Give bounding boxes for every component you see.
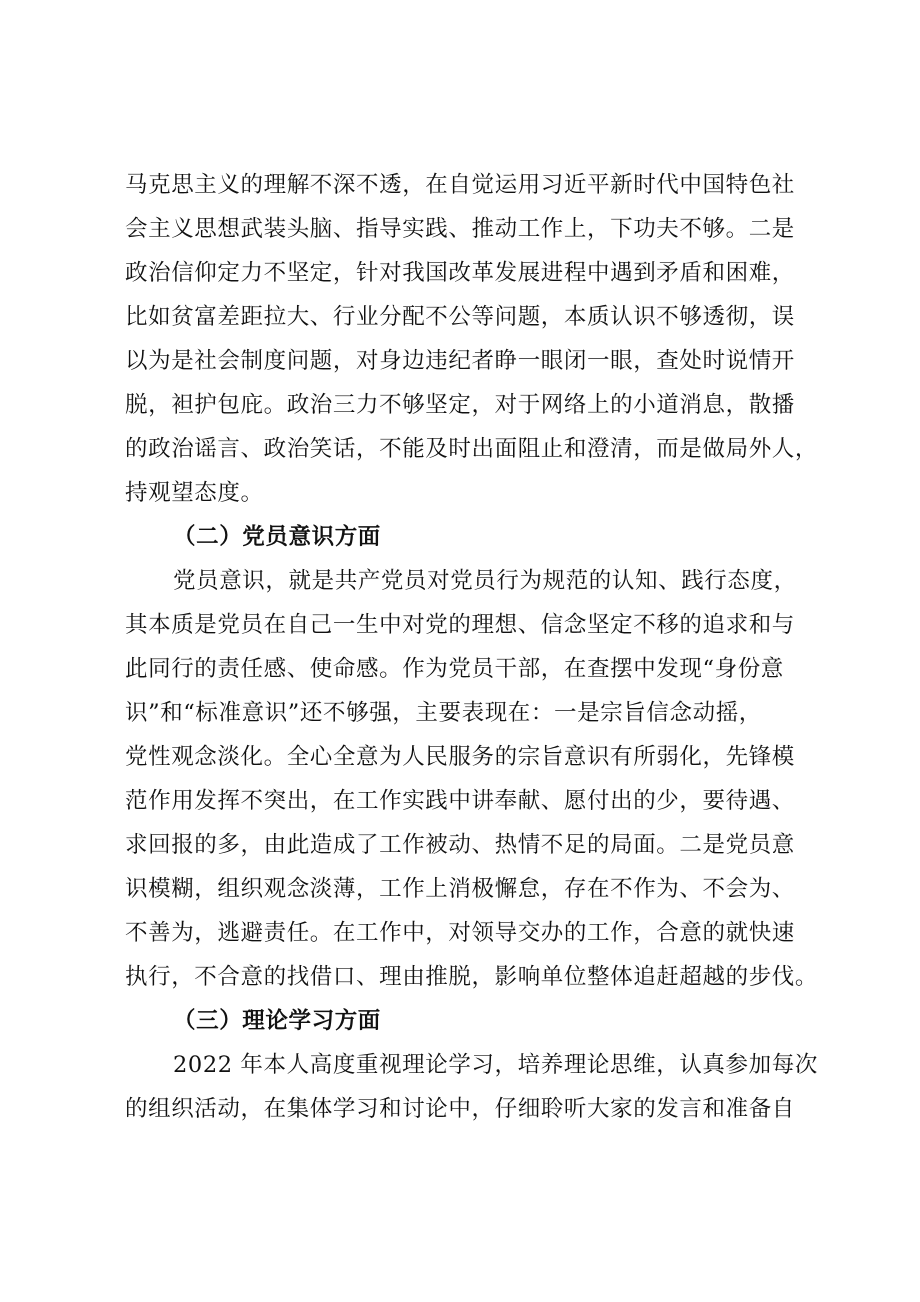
paragraph-first-line: 党员意识，就是共产党员对党员行为规范的认知、践行态度， bbox=[173, 568, 797, 594]
body-text-line: 马克思主义的理解不深不透，在自觉运用习近平新时代中国特色社 bbox=[125, 172, 795, 198]
body-text-line: 以为是社会制度问题，对身边违纪者睁一眼闭一眼，查处时说情开 bbox=[125, 348, 795, 374]
body-text-line: 政治信仰定力不坚定，针对我国改革发展进程中遇到矛盾和困难， bbox=[125, 260, 795, 286]
body-text-line: 识模糊，组织观念淡薄，工作上消极懈怠，存在不作为、不会为、 bbox=[125, 876, 795, 902]
body-text-line: 范作用发挥不突出，在工作实践中讲奉献、愿付出的少，要待遇、 bbox=[125, 788, 795, 814]
section-heading-theory-study: （三）理论学习方面 bbox=[173, 1008, 381, 1034]
body-text-line: 党性观念淡化。全心全意为人民服务的宗旨意识有所弱化，先锋模 bbox=[125, 744, 795, 770]
body-text-line: 会主义思想武装头脑、指导实践、推动工作上，下功夫不够。二是 bbox=[125, 216, 795, 242]
body-text-line: 识”和“标准意识”还不够强，主要表现在：一是宗旨信念动摇， bbox=[125, 700, 762, 726]
body-text-line: 比如贫富差距拉大、行业分配不公等问题，本质认识不够透彻，误 bbox=[125, 304, 795, 330]
body-text-line: 执行，不合意的找借口、理由推脱，影响单位整体追赶超越的步伐。 bbox=[125, 964, 819, 990]
body-text-line: 不善为，逃避责任。在工作中，对领导交办的工作，合意的就快速 bbox=[125, 920, 795, 946]
body-text-line: 求回报的多，由此造成了工作被动、热情不足的局面。二是党员意 bbox=[125, 832, 795, 858]
paragraph-first-line: 2022 年本人高度重视理论学习，培养理论思维，认真参加每次 bbox=[173, 1052, 818, 1078]
body-text-line: 其本质是党员在自己一生中对党的理想、信念坚定不移的追求和与 bbox=[125, 612, 795, 638]
body-text-line: 持观望态度。 bbox=[125, 480, 264, 506]
body-text-line: 的政治谣言、政治笑话，不能及时出面阻止和澄清，而是做局外人， bbox=[125, 436, 819, 462]
body-text-line: 的组织活动，在集体学习和讨论中，仔细聆听大家的发言和准备自 bbox=[125, 1096, 795, 1122]
body-text-line: 脱，袒护包庇。政治三力不够坚定，对于网络上的小道消息，散播 bbox=[125, 392, 795, 418]
section-heading-party-awareness: （二）党员意识方面 bbox=[173, 524, 381, 550]
body-text-line: 此同行的责任感、使命感。作为党员干部，在查摆中发现“身份意 bbox=[125, 656, 784, 682]
